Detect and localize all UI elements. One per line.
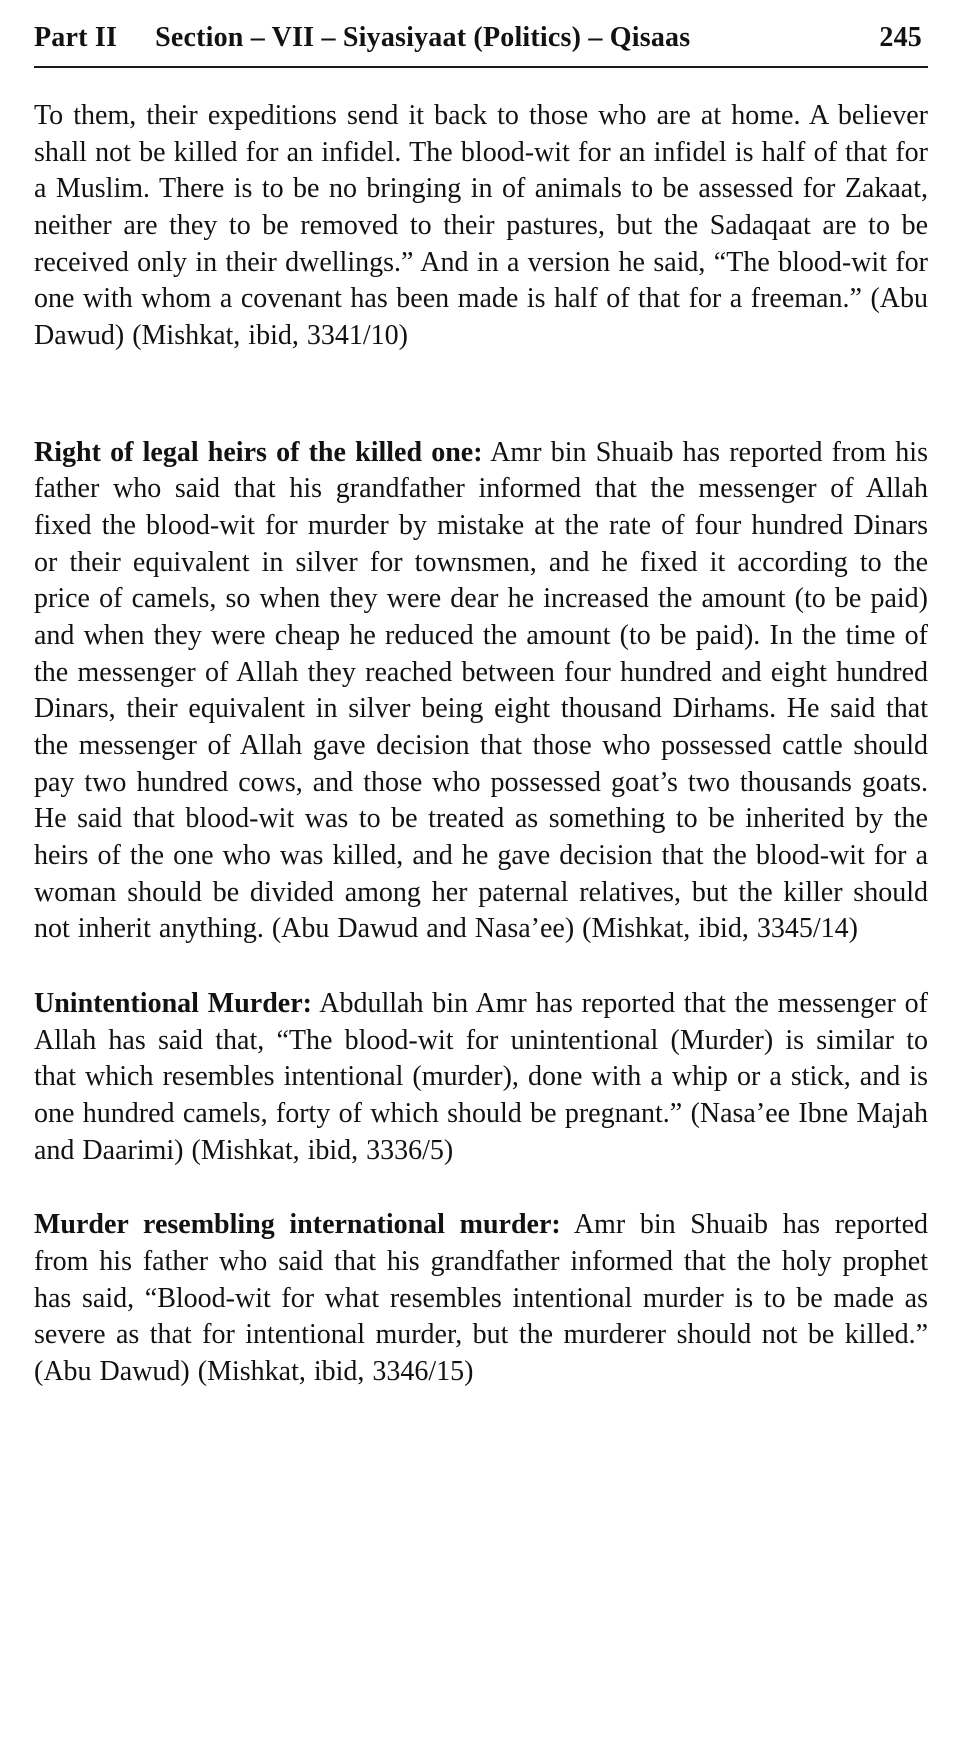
paragraph-text: Abdullah bin Amr has reported that the messenger of Allah has said that, “The blood-wit for unintentional (Murder) is similar to that which resembles intentional (murder), done with a whip or a stick, and is one hundred camels, forty of which should be pregnant.” (Nasa’ee Ibne Majah and Daarimi) (Mishkat, ibid, 3336/5) bbox=[34, 988, 929, 1166]
paragraph-text: Amr bin Shuaib has reported from his father who said that his grandfather informed that the holy prophet has said, “Blood-wit for what resembles intentional murder is to be made as severe as that for intentional murder, but the murderer should not be killed.” (Abu Dawud) (Mishkat, ibid, 3346/15) bbox=[34, 1209, 928, 1388]
paragraph-blood-wit-version bbox=[34, 98, 928, 355]
paragraph-right-of-legal-heirs bbox=[34, 435, 928, 948]
paragraph-lead: Murder resembling international murder: bbox=[34, 1209, 561, 1241]
page-header bbox=[34, 22, 928, 68]
page-number: 245 bbox=[879, 22, 922, 53]
paragraph-text: Amr bin Shuaib has reported from his father who said that his grandfather informed that the messenger of Allah fixed the blood-wit for murder by mistake at the rate of four hundred Dinars or their equivalent in silver for townsmen, and he fixed it according to the price of camels, so when they were dear he increased the amount (to be paid) and when they were cheap he reduced the amount (to be paid). In the time of the messenger of Allah they reached between four hundred and eight hundred Dinars, their equivalent in silver being eight thousand Dirhams. He said that the messenger of Allah gave decision that those who possessed cattle should pay two hundred cows, and those who possessed goat’s two thousands goats. He said that blood-wit was to be treated as something to be inherited by the heirs of the one who was killed, and he gave decision that the blood-wit for a woman should be divided among her paternal relatives, but the killer should not inherit anything. (Abu Dawud and Nasa’ee) (Mishkat, ibid, 3345/14) bbox=[34, 436, 928, 945]
header-part-label: Part II bbox=[34, 22, 118, 53]
paragraph-unintentional-murder bbox=[34, 986, 928, 1169]
paragraph-murder-resembling-intentional bbox=[34, 1207, 928, 1390]
page-body bbox=[34, 98, 928, 1391]
paragraph-text: To them, their expeditions send it back to those who are at home. A believer shall not be killed for an infidel. The blood-wit for an infidel is half of that for a Muslim. There is to be no bringing in of animals to be assessed for Zakaat, neither are they to be removed to their pastures, but the Sadaqaat are to be received only in their dwellings.” And in a version he said, “The blood-wit for one with whom a covenant has been made is half of that for a freeman.” (Abu Dawud) (Mishkat, ibid, 3341/10) bbox=[34, 100, 928, 352]
paragraph-lead: Unintentional Murder: bbox=[34, 988, 312, 1020]
header-section-title: Section – VII – Siyasiyaat (Politics) – Qisaas bbox=[155, 22, 691, 53]
paragraph-lead: Right of legal heirs of the killed one: bbox=[34, 436, 483, 468]
